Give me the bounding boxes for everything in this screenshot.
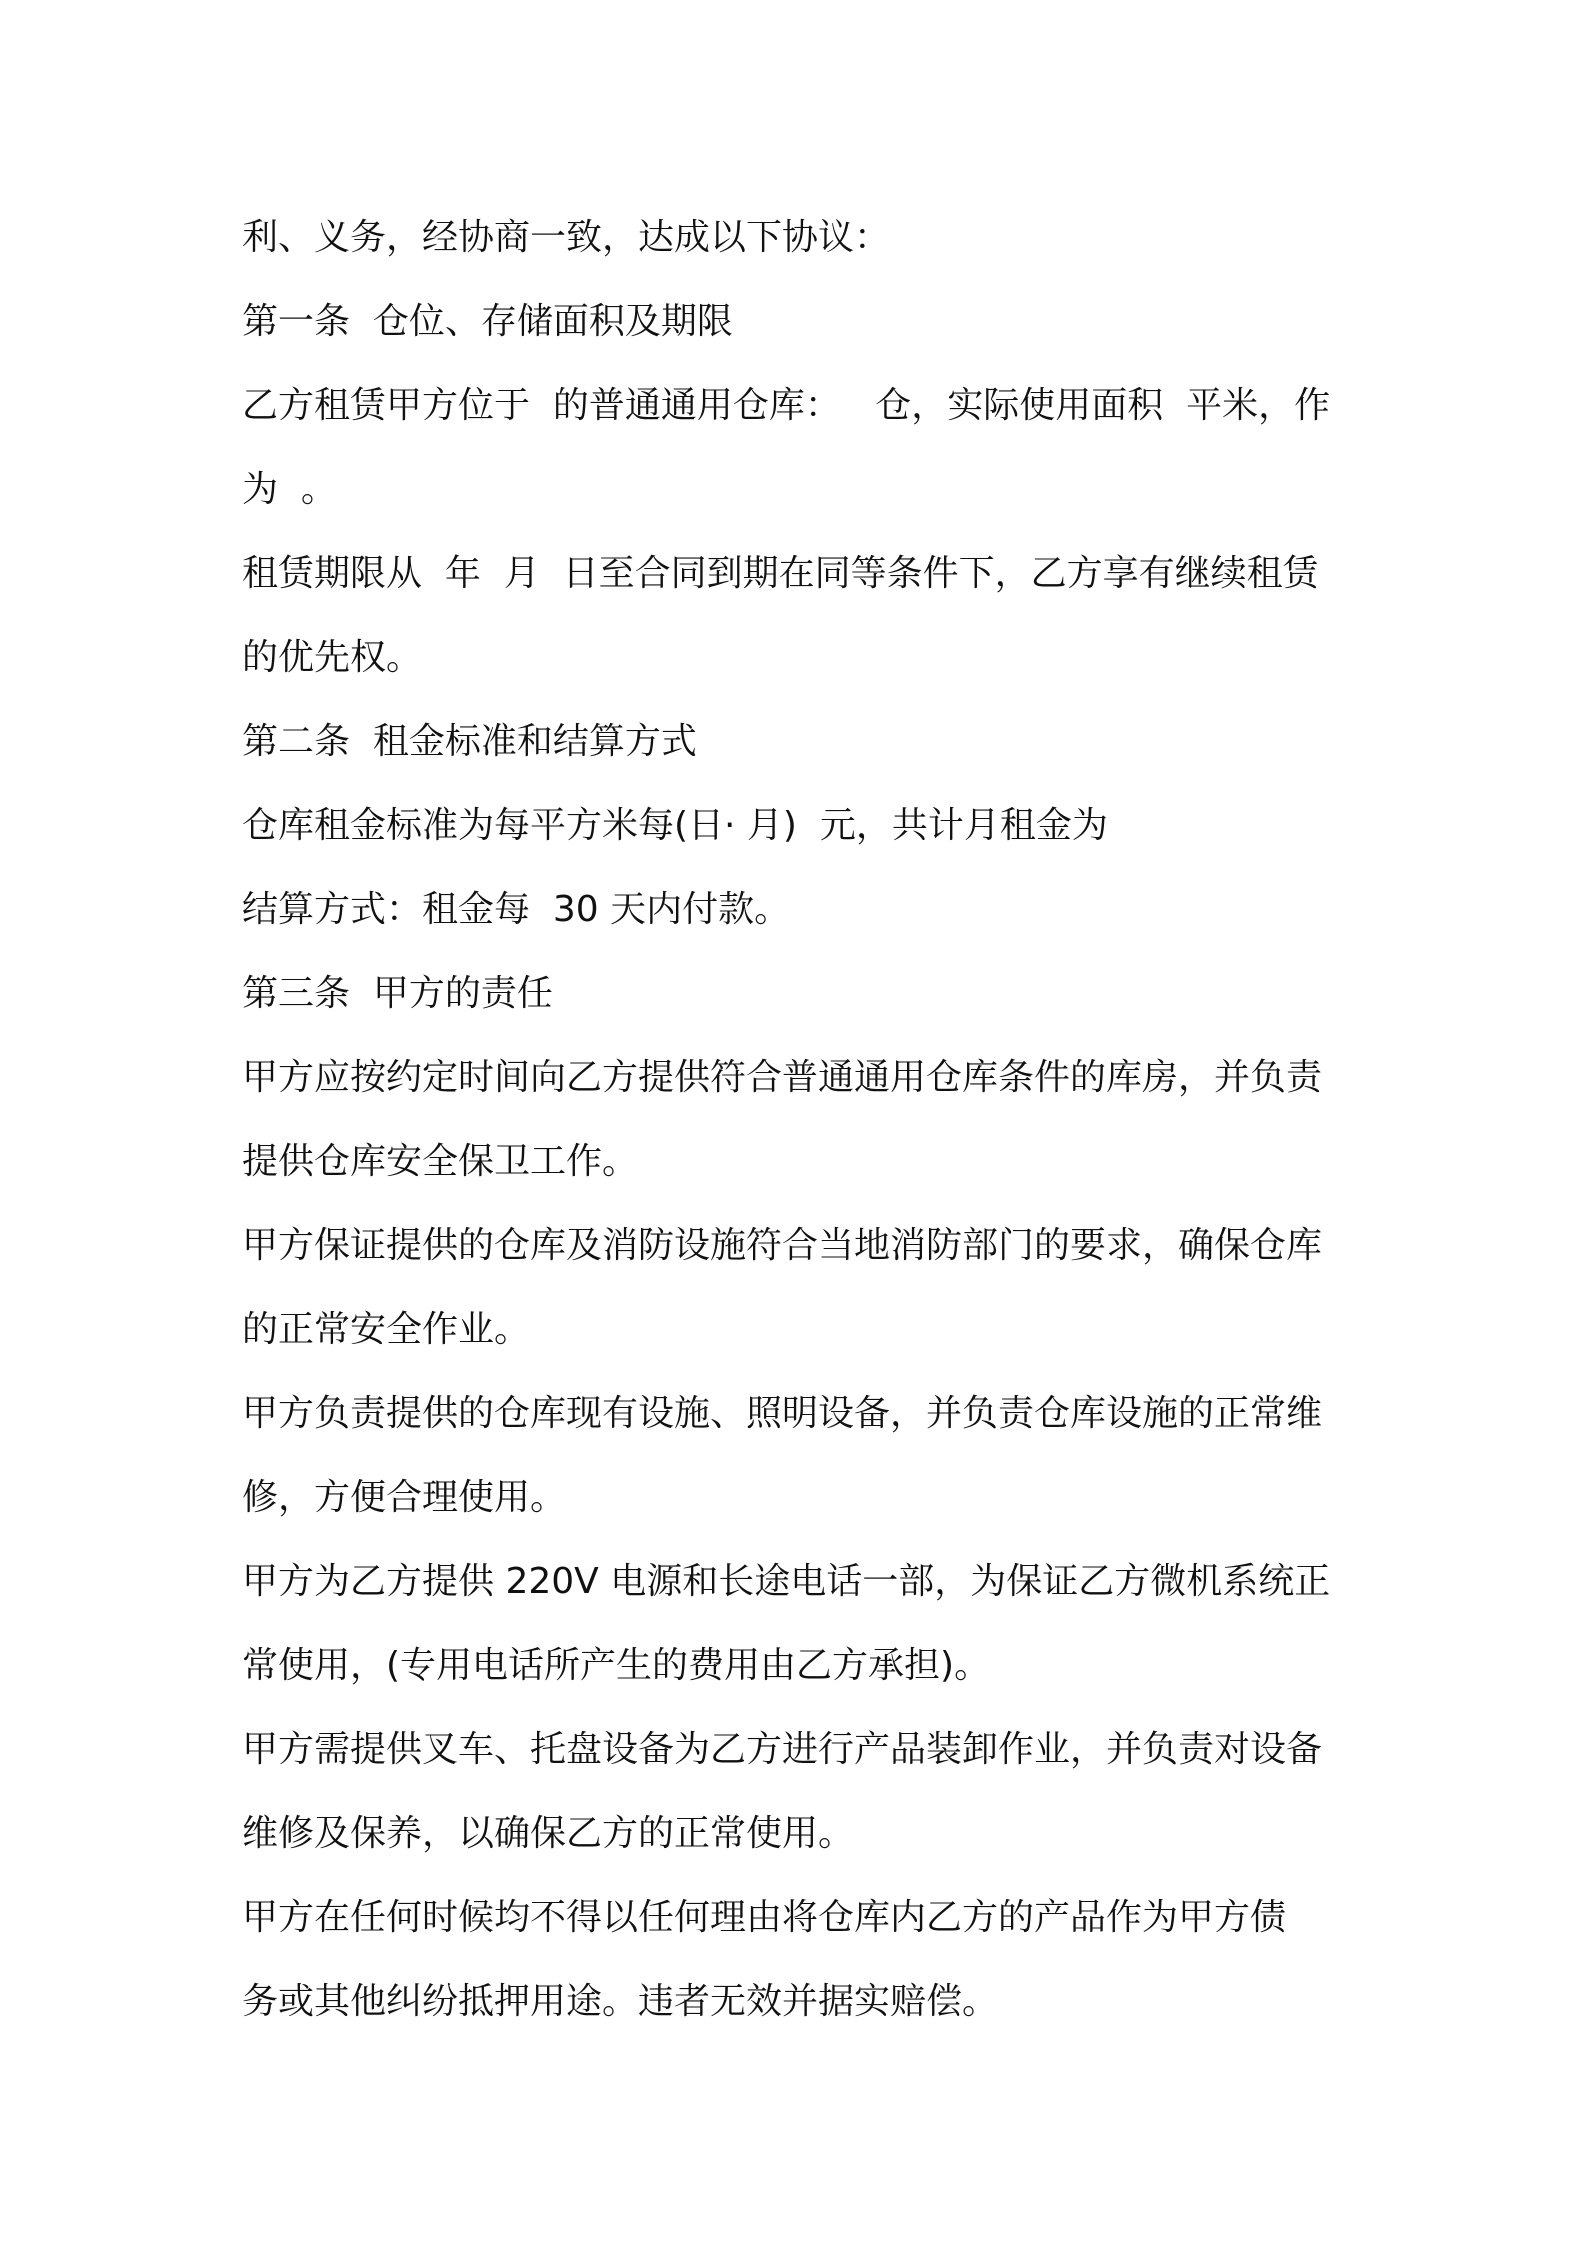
text-line-party-a-duty-5-cont: 维修及保养，以确保乙方的正常使用。: [242, 1813, 855, 1854]
text-line-party-a-duty-4-cont: 常使用，(专用电话所产生的费用由乙方承担)。: [242, 1645, 991, 1686]
clause-heading-article-2: 第二条 租金标准和结算方式: [242, 721, 697, 762]
document-body: [242, 196, 1362, 2044]
text-line-party-a-duty-6: 甲方在任何时候均不得以任何理由将仓库内乙方的产品作为甲方债: [242, 1897, 1287, 1938]
text-line-party-a-duty-4: 甲方为乙方提供 220V 电源和长途电话一部，为保证乙方微机系统正: [242, 1561, 1331, 1602]
text-line-party-a-duty-3-cont: 修，方便合理使用。: [242, 1477, 567, 1518]
text-line-lease-term: 租赁期限从 年 月 日至合同到期在同等条件下，乙方享有继续租赁: [242, 553, 1319, 594]
text-line-party-a-duty-1-cont: 提供仓库安全保卫工作。: [242, 1141, 639, 1182]
text-line-party-a-duty-6-cont: 务或其他纠纷抵押用途。违者无效并据实赔偿。: [242, 1981, 999, 2022]
text-line-party-a-duty-3: 甲方负责提供的仓库现有设施、照明设备，并负责仓库设施的正常维: [242, 1393, 1323, 1434]
clause-heading-article-1: 第一条 仓位、存储面积及期限: [242, 301, 733, 342]
clause-heading-article-3: 第三条 甲方的责任: [242, 973, 553, 1014]
text-line-location-area-cont: 为 。: [242, 469, 337, 510]
text-line-rent-standard: 仓库租金标准为每平方米每(日· 月) 元，共计月租金为: [242, 805, 1108, 846]
text-line-party-a-duty-1: 甲方应按约定时间向乙方提供符合普通通用仓库条件的库房，并负责: [242, 1057, 1323, 1098]
text-line-location-area: 乙方租赁甲方位于 的普通通用仓库： 仓，实际使用面积 平米，作: [242, 385, 1331, 426]
text-line-party-a-duty-5: 甲方需提供叉车、托盘设备为乙方进行产品装卸作业，并负责对设备: [242, 1729, 1323, 1770]
text-line-lease-term-cont: 的优先权。: [242, 637, 423, 678]
text-line-party-a-duty-2-cont: 的正常安全作业。: [242, 1309, 531, 1350]
text-line-party-a-duty-2: 甲方保证提供的仓库及消防设施符合当地消防部门的要求，确保仓库: [242, 1225, 1323, 1266]
text-line-settlement-method: 结算方式：租金每 30 天内付款。: [242, 889, 791, 930]
text-line-agreement-intro: 利、义务，经协商一致，达成以下协议：: [242, 217, 891, 258]
